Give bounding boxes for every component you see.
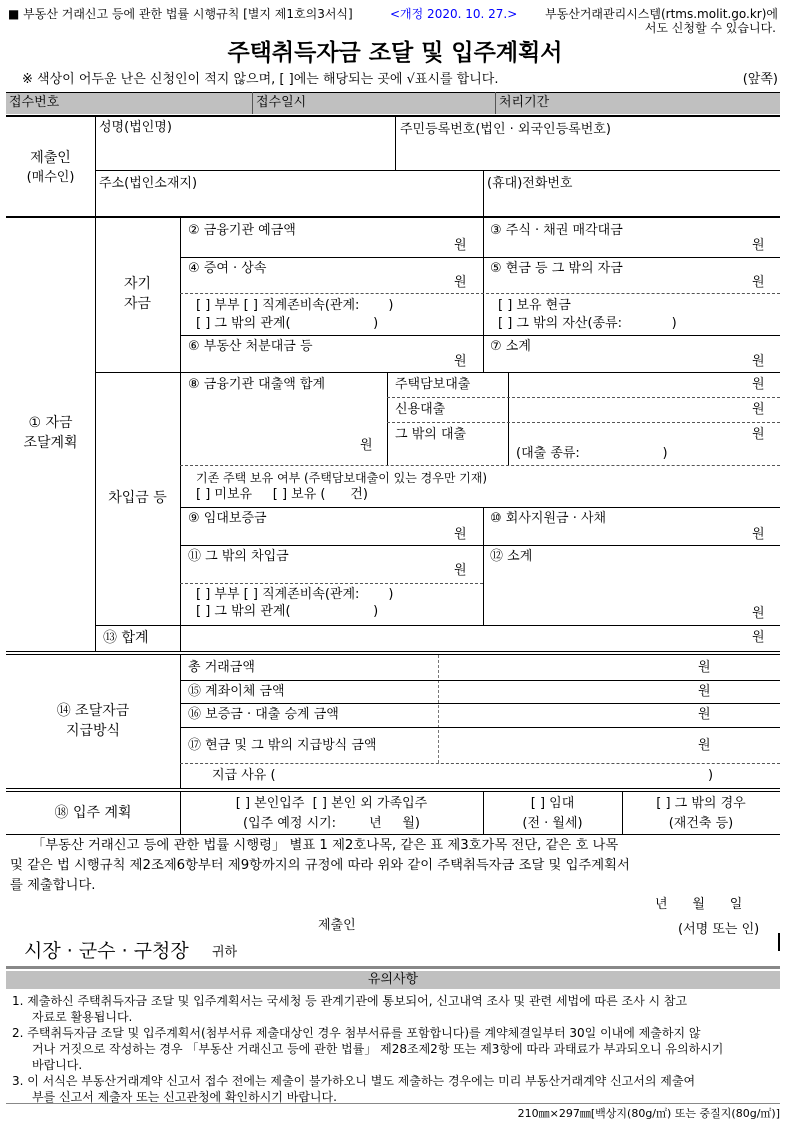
own-funds-label-2: 자금 xyxy=(123,296,152,312)
rule-line xyxy=(180,727,780,728)
company-support-label: ⑩ 회사지원금 · 사채 xyxy=(490,511,607,526)
lease-note: (전 · 월세) xyxy=(522,816,583,831)
rule-line xyxy=(180,703,780,704)
rule-line xyxy=(180,218,181,651)
id-number-field[interactable] xyxy=(400,140,775,166)
cash-won[interactable]: 원 xyxy=(752,275,765,290)
statement-line-2: 및 같은 법 시행규칙 제2조제6항부터 제9항까지의 규정에 따라 위와 같이 주택취득자금 조달 및 입주계획서 xyxy=(10,858,630,873)
name-field[interactable] xyxy=(99,138,389,166)
rule-line xyxy=(438,655,439,763)
loan-kind-field[interactable]: (대출 종류: ) xyxy=(516,446,668,461)
stocks-won[interactable]: 원 xyxy=(752,238,765,253)
rule-line xyxy=(6,1103,780,1104)
note-item-2-cont: 거나 거짓으로 작성하는 경우 「부동산 거래신고 등에 관한 법률」 제28조제2항 또는 제3항에 따라 과태료가 부과되오니 유의하시기 xyxy=(32,1042,724,1056)
payment-section-label-2: 지급방식 xyxy=(65,723,121,739)
loan-total-won[interactable]: 원 xyxy=(360,438,373,453)
rule-line xyxy=(180,257,780,258)
recipient-suffix: 귀하 xyxy=(212,945,238,960)
rule-line xyxy=(6,651,780,652)
gift-label: ④ 증여 · 상속 xyxy=(188,261,267,276)
other-loan-won[interactable]: 원 xyxy=(752,427,765,442)
page-side: (앞쪽) xyxy=(742,72,778,87)
own-subtotal-label: ⑦ 소계 xyxy=(490,339,531,354)
move-in-date-field[interactable]: (입주 예정 시기: 년 월) xyxy=(243,816,420,831)
rule-line xyxy=(387,397,780,398)
succession-won[interactable]: 원 xyxy=(698,707,711,722)
rule-line xyxy=(483,170,484,217)
rule-line xyxy=(180,583,483,584)
payment-reason-field[interactable] xyxy=(300,766,700,786)
succession-label: ⑯ 보증금 · 대출 승계 금액 xyxy=(188,707,339,722)
lease-deposit-label: ⑨ 임대보증금 xyxy=(188,511,267,526)
rule-line xyxy=(252,92,253,114)
rule-line xyxy=(180,545,780,546)
rule-line xyxy=(6,115,780,117)
gift-won[interactable]: 원 xyxy=(454,275,467,290)
own-funds-label-1: 자기 xyxy=(123,276,152,292)
rule-line xyxy=(483,218,484,372)
submitter-label: 제출인 xyxy=(318,918,356,933)
processing-period-label: 처리기간 xyxy=(499,95,550,110)
cash-held-checkbox[interactable]: [ ] 보유 현금 xyxy=(498,298,571,313)
rule-line xyxy=(180,507,780,508)
total-amount-label: 총 거래금액 xyxy=(188,660,255,675)
borrow-subtotal-label: ⑫ 소계 xyxy=(490,549,533,564)
rule-line xyxy=(180,293,780,294)
lease-deposit-won[interactable]: 원 xyxy=(454,527,467,542)
online-note-1: 부동산거래관리시스템(rtms.molit.go.kr)에 xyxy=(545,7,778,21)
borrow-subtotal-won[interactable]: 원 xyxy=(752,606,765,621)
note-item-2: 2. 주택취득자금 조달 및 입주계획서(첨부서류 제출대상인 경우 첨부서류를 포함합니다)를 계약체결일부터 30일 이내에 제출하지 않 xyxy=(12,1026,701,1040)
legal-basis: ■ 부동산 거래신고 등에 관한 법률 시행규칙 [별지 제1호의3서식] xyxy=(8,7,353,21)
note-item-3-cont: 부를 신고서 제출자 또는 신고관청에 확인하시기 바랍니다. xyxy=(32,1090,337,1104)
notes-title: 유의사항 xyxy=(367,972,419,987)
receipt-number-label: 접수번호 xyxy=(9,95,60,110)
rule-line xyxy=(6,788,780,789)
revision-date: <개정 2020. 10. 27.> xyxy=(390,7,518,21)
rule-line xyxy=(6,966,780,969)
note-item-1: 1. 제출하신 주택취득자금 조달 및 입주계획서는 국세청 등 관계기관에 통보되어, 신고내역 조사 및 관련 세법에 따른 조사 시 참고 xyxy=(12,994,688,1008)
rule-line xyxy=(6,216,780,218)
receipt-datetime-label: 접수일시 xyxy=(256,95,307,110)
real-estate-label: ⑥ 부동산 처분대금 등 xyxy=(188,339,313,354)
signature-label[interactable]: (서명 또는 인) xyxy=(678,922,760,937)
other-borrowing-won[interactable]: 원 xyxy=(454,563,467,578)
cash-other-label: ⑰ 현금 및 그 밖의 지급방식 금액 xyxy=(188,738,377,753)
note-item-1-cont: 자료로 활용됩니다. xyxy=(32,1010,133,1024)
id-number-label: 주민등록번호(법인 · 외국인등록번호) xyxy=(400,122,611,137)
rule-line xyxy=(180,655,181,788)
other-assets-checkbox[interactable]: [ ] 그 밖의 자산(종류: ) xyxy=(498,316,677,331)
rule-line xyxy=(6,791,780,792)
phone-field[interactable] xyxy=(487,194,775,214)
statement-line-3: 를 제출합니다. xyxy=(10,878,96,893)
deposit-label: ② 금융기관 예금액 xyxy=(188,223,296,238)
instruction-note: ※ 색상이 어두운 난은 신청인이 적지 않으며, [ ]에는 해당되는 곳에 √표시를 합니다. xyxy=(22,72,499,87)
rule-line xyxy=(495,92,496,114)
gift-relation-checkboxes[interactable]: [ ] 부부 [ ] 직계존비속(관계: ) xyxy=(196,298,394,313)
rule-line xyxy=(95,170,780,171)
total-amount-won[interactable]: 원 xyxy=(698,660,711,675)
applicant-section-sub: (매수인) xyxy=(26,170,75,185)
rule-line xyxy=(180,680,780,681)
gift-other-relation-checkbox[interactable]: [ ] 그 밖의 관계( ) xyxy=(196,316,379,331)
lease-checkbox[interactable]: [ ] 임대 xyxy=(530,796,575,811)
note-item-2-cont-2: 바랍니다. xyxy=(32,1058,83,1072)
name-label: 성명(법인명) xyxy=(99,120,172,135)
rule-line xyxy=(483,507,484,625)
credit-loan-won[interactable]: 원 xyxy=(752,402,765,417)
statement-line-1: 「부동산 거래신고 등에 관한 법률 시행령」 별표 1 제2호나목, 같은 표 제3호가목 전단, 같은 호 나목 xyxy=(32,838,619,853)
funding-section-label-2: 조달계획 xyxy=(23,435,78,451)
rule-line xyxy=(508,372,509,465)
phone-label: (휴대)전화번호 xyxy=(487,176,573,191)
other-case-checkbox[interactable]: [ ] 그 밖의 경우 xyxy=(656,796,746,811)
rule-line xyxy=(180,763,780,764)
payment-reason-close: ) xyxy=(708,768,714,783)
existing-house-checkboxes[interactable]: [ ] 미보유 [ ] 보유 ( 건) xyxy=(196,487,368,502)
other-loan-label: 그 밖의 대출 xyxy=(395,427,467,442)
transfer-won[interactable]: 원 xyxy=(698,684,711,699)
self-family-residence-checkboxes[interactable]: [ ] 본인입주 [ ] 본인 외 가족입주 xyxy=(235,796,428,811)
borrowings-label: 차입금 등 xyxy=(108,490,167,506)
payment-section-label-1: ⑭ 조달자금 xyxy=(56,703,130,719)
rule-line xyxy=(395,117,396,170)
payment-reason-label: 지급 사유 ( xyxy=(212,768,276,783)
credit-loan-label: 신용대출 xyxy=(395,402,446,417)
rule-line xyxy=(6,834,780,835)
mortgage-won[interactable]: 원 xyxy=(752,377,765,392)
paper-spec: 210㎜×297㎜[백상지(80g/㎡) 또는 중질지(80g/㎡)] xyxy=(517,1107,780,1120)
rule-line xyxy=(180,335,780,336)
note-item-3: 3. 이 서식은 부동산거래계약 신고서 접수 전에는 제출이 불가하오니 별도 제출하는 경우에는 미리 부동산거래계약 신고서의 제출여 xyxy=(12,1074,696,1088)
rule-line xyxy=(387,422,780,423)
borrow-relation-checkboxes[interactable]: [ ] 부부 [ ] 직계존비속(관계: ) xyxy=(196,587,394,602)
borrow-other-relation-checkbox[interactable]: [ ] 그 밖의 관계( ) xyxy=(196,604,379,619)
rule-line xyxy=(180,465,780,466)
rule-line xyxy=(95,625,780,626)
recipient-label: 시장 · 군수 · 구청장 xyxy=(24,940,189,962)
transfer-label: ⑮ 계좌이체 금액 xyxy=(188,684,285,699)
own-subtotal-won[interactable]: 원 xyxy=(752,354,765,369)
funding-section-label-1: ① 자금 xyxy=(28,415,73,431)
submission-date-field[interactable]: 년 월 일 xyxy=(655,897,743,912)
page-title: 주택취득자금 조달 및 입주계획서 xyxy=(227,40,563,66)
real-estate-won[interactable]: 원 xyxy=(454,354,467,369)
applicant-section-label: 제출인 xyxy=(30,150,71,166)
rule-line xyxy=(6,654,780,655)
loan-total-label: ⑧ 금융기관 대출액 합계 xyxy=(188,377,326,392)
other-case-note: (재건축 등) xyxy=(668,816,734,831)
other-borrowing-label: ⑪ 그 밖의 차입금 xyxy=(188,549,289,564)
address-label: 주소(법인소재지) xyxy=(99,176,198,191)
rule-line xyxy=(95,117,96,217)
rule-line xyxy=(778,933,780,951)
rule-line xyxy=(95,372,780,373)
mortgage-label: 주택담보대출 xyxy=(395,377,471,392)
cash-other-won[interactable]: 원 xyxy=(698,738,711,753)
cash-label: ⑤ 현금 등 그 밖의 자금 xyxy=(490,261,623,276)
receipt-bar xyxy=(6,92,780,114)
company-support-won[interactable]: 원 xyxy=(752,527,765,542)
existing-house-label: 기존 주택 보유 여부 (주택담보대출이 있는 경우만 기재) xyxy=(196,471,488,485)
online-note-2: 서도 신청할 수 있습니다. xyxy=(644,21,776,35)
total-won[interactable]: 원 xyxy=(752,630,765,645)
residence-section-label: ⑱ 입주 계획 xyxy=(54,805,132,821)
rule-line xyxy=(387,372,388,465)
deposit-won[interactable]: 원 xyxy=(454,238,467,253)
stocks-label: ③ 주식 · 채권 매각대금 xyxy=(490,223,623,238)
total-label: ⑬ 합계 xyxy=(103,630,149,646)
address-field[interactable] xyxy=(99,194,479,214)
